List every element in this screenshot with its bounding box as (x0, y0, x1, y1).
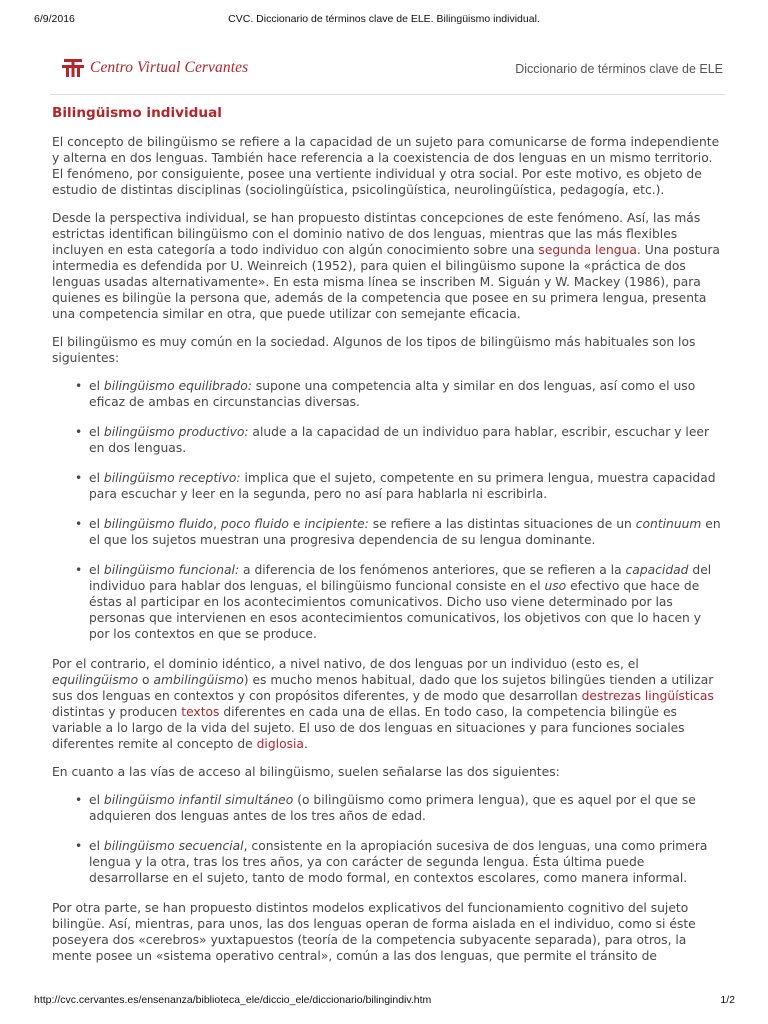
list-item: • el bilingüismo productivo: alude a la capacidad de un individuo para hablar, escribir, escuchar y leer en dos lenguas. (89, 424, 724, 456)
cvc-logo[interactable] (62, 58, 248, 78)
types-list (52, 378, 724, 642)
print-page-number: 1/2 (720, 994, 735, 1006)
article-title: Bilingüismo individual (52, 105, 222, 121)
cervantes-logo-icon (62, 58, 84, 78)
list-item: • el bilingüismo funcional: a diferencia de los fenómenos anteriores, que se refieren a la capacidad del individuo para hablar dos lenguas, el bilingüismo funcional consiste en el uso efectivo que hace de éstas al participar en los acontecimientos comunicativos. Dicho uso viene determinado por las personas que intervienen en esos acontecimientos comunicativos, los objetivos con que lo hacen y por los contextos en que se produce. (89, 562, 724, 642)
list-item: • el bilingüismo secuencial, consistente en la apropiación sucesiva de dos lenguas, una como primera lengua y la otra, tras los tres años, ya con carácter de segunda lengua. Ésta última puede desarrollarse en el sujeto, tanto de modo formal, en contextos escolares, como manera informal. (89, 838, 724, 886)
paragraph-models: Por otra parte, se han propuesto distintos modelos explicativos del funcionamiento cognitivo del sujeto bilingüe. Así, mientras, para unos, las dos lenguas operan de forma aislada en el individuo, como si éste poseyera dos «cerebros» yuxtapuestos (teoría de la competencia subyacente separada), para otros, la mente posee un «sistema operativo central», común a las dos lenguas, que permite el tránsito de (52, 901, 696, 963)
list-item: • el bilingüismo equilibrado: supone una competencia alta y similar en dos lenguas, así como el uso eficaz de ambas en circunstancias diversas. (89, 378, 724, 410)
print-date: 6/9/2016 (34, 13, 75, 25)
link-segunda-lengua[interactable]: segunda lengua (538, 243, 637, 257)
paragraph-intro: El concepto de bilingüismo se refiere a la capacidad de un sujeto para comunicarse de forma independiente y alterna en dos lenguas. También hace referencia a la coexistencia de dos lenguas en un mismo territorio. El fenómeno, por consiguiente, posee una vertiente individual y otra social. Por este motivo, es objeto de estudio de distintas disciplinas (sociolingüística, psicolingüística, neurolingüística, pedagogía, etc.). (52, 135, 720, 197)
link-textos[interactable]: textos (181, 705, 220, 719)
site-header (50, 50, 725, 95)
article-content (52, 104, 724, 976)
link-diglosia[interactable]: diglosia (256, 737, 304, 751)
list-item: • el bilingüismo fluido, poco fluido e incipiente: se refiere a las distintas situaciones de un continuum en el que los sujetos muestran una progresiva dependencia de su lengua dominante. (89, 516, 724, 548)
print-header (0, 13, 768, 29)
logo-text: Centro Virtual Cervantes (90, 59, 249, 76)
paragraph-perspective: Desde la perspectiva individual, se han propuesto distintas concepciones de este fenómeno. Así, las más estrictas identifican bilingüismo con el dominio nativo de dos lenguas, mientras que las más flexibles incluyen en esta categoría a todo individuo con algún conocimiento sobre una segunda lengua. Una postura intermedia es defendida por U. Weinreich (1952), para quien el bilingüismo supone la «práctica de dos lenguas usadas alternativamente». En esta misma línea se inscriben M. Siguán y W. Mackey (1986), para quienes es bilingüe la persona que, además de la competencia que posee en su primera lengua, presenta una competencia similar en otra, que puede utilizar con semejante eficacia. (52, 211, 720, 321)
list-item: • el bilingüismo infantil simultáneo (o bilingüismo como primera lengua), que es aquel por el que se adquieren dos lenguas antes de los tres años de edad. (89, 792, 724, 824)
print-footer (0, 994, 768, 1010)
paragraph-equilinguismo: Por el contrario, el dominio idéntico, a nivel nativo, de dos lenguas por un individuo (esto es, el equilingüismo o ambilingüismo) es mucho menos habitual, dado que los sujetos bilingües tienden a utilizar sus dos lenguas en contextos y con propósitos diferentes, y de modo que desarrollan destrezas lingüísticas distintas y producen textos diferentes en cada una de ellas. En todo caso, la competencia bilingüe es variable a lo largo de la vida del sujeto. El uso de dos lenguas en situaciones y para funciones sociales diferentes remite al concepto de diglosia. (52, 657, 714, 751)
list-item: • el bilingüismo receptivo: implica que el sujeto, competente en su primera lengua, muestra capacidad para escuchar y leer en la segunda, pero no así para hablarla ni escribirla. (89, 470, 724, 502)
access-list (52, 792, 724, 886)
dictionary-title[interactable]: Diccionario de términos clave de ELE (515, 62, 723, 76)
print-page-title: CVC. Diccionario de términos clave de ELE. Bilingüismo individual. (228, 13, 540, 25)
paragraph-types-intro: El bilingüismo es muy común en la sociedad. Algunos de los tipos de bilingüismo más habituales son los siguientes: (52, 335, 696, 365)
paragraph-access-intro: En cuanto a las vías de acceso al bilingüismo, suelen señalarse las dos siguientes: (52, 765, 560, 779)
link-destrezas-linguisticas[interactable]: destrezas lingüísticas (581, 689, 714, 703)
print-url: http://cvc.cervantes.es/ensenanza/biblioteca_ele/diccio_ele/diccionario/bilingindiv.htm (34, 994, 432, 1006)
